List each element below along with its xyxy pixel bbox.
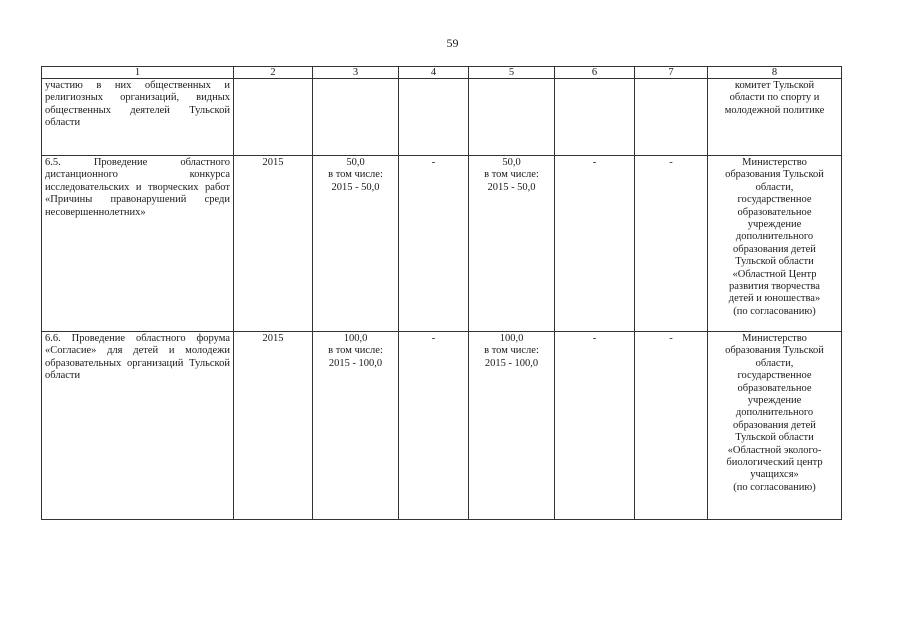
period-cell: [234, 79, 313, 156]
executor-cell: Министерство образования Тульской области, государственное образовательное учреждение дополнительного образования детей Тульской области «Областной Центр развития творчества детей и юношества» (по согласованию): [708, 156, 842, 332]
total-cell: 100,0 в том числе: 2015 - 100,0: [313, 332, 399, 520]
header-col-4: 4: [399, 67, 469, 79]
program-table: [41, 66, 842, 520]
table-row: [42, 79, 842, 156]
header-col-5: 5: [469, 67, 555, 79]
local-budget-cell: -: [555, 156, 635, 332]
other-sources-cell: -: [635, 332, 708, 520]
table-row: [42, 332, 842, 520]
regional-budget-cell: [469, 79, 555, 156]
header-col-6: 6: [555, 67, 635, 79]
regional-budget-cell: 100,0 в том числе: 2015 - 100,0: [469, 332, 555, 520]
federal-budget-cell: -: [399, 332, 469, 520]
activity-cell: 6.5. Проведение областного дистанционного конкурса исследовательских и творческих работ «Причины правонарушений среди несовершеннолетних»: [42, 156, 234, 332]
federal-budget-cell: -: [399, 156, 469, 332]
other-sources-cell: [635, 79, 708, 156]
federal-budget-cell: [399, 79, 469, 156]
period-cell: 2015: [234, 332, 313, 520]
header-col-3: 3: [313, 67, 399, 79]
local-budget-cell: -: [555, 332, 635, 520]
total-cell: [313, 79, 399, 156]
executor-cell: Министерство образования Тульской области, государственное образовательное учреждение дополнительного образования детей Тульской области «Областной эколого- биологический центр учащихся» (по согласованию): [708, 332, 842, 520]
table-row: [42, 156, 842, 332]
local-budget-cell: [555, 79, 635, 156]
page-number: 59: [446, 36, 459, 50]
executor-cell: комитет Тульской области по спорту и молодежной политике: [708, 79, 842, 156]
activity-cell: участию в них общественных и религиозных организаций, видных общественных деятелей Тульской области: [42, 79, 234, 156]
regional-budget-cell: 50,0 в том числе: 2015 - 50,0: [469, 156, 555, 332]
table-header-row: [42, 67, 842, 79]
header-col-1: 1: [42, 67, 234, 79]
activity-cell: 6.6. Проведение областного форума «Согласие» для детей и молодежи образовательных организаций Тульской области: [42, 332, 234, 520]
header-col-2: 2: [234, 67, 313, 79]
header-col-7: 7: [635, 67, 708, 79]
total-cell: 50,0 в том числе: 2015 - 50,0: [313, 156, 399, 332]
other-sources-cell: -: [635, 156, 708, 332]
header-col-8: 8: [708, 67, 842, 79]
period-cell: 2015: [234, 156, 313, 332]
